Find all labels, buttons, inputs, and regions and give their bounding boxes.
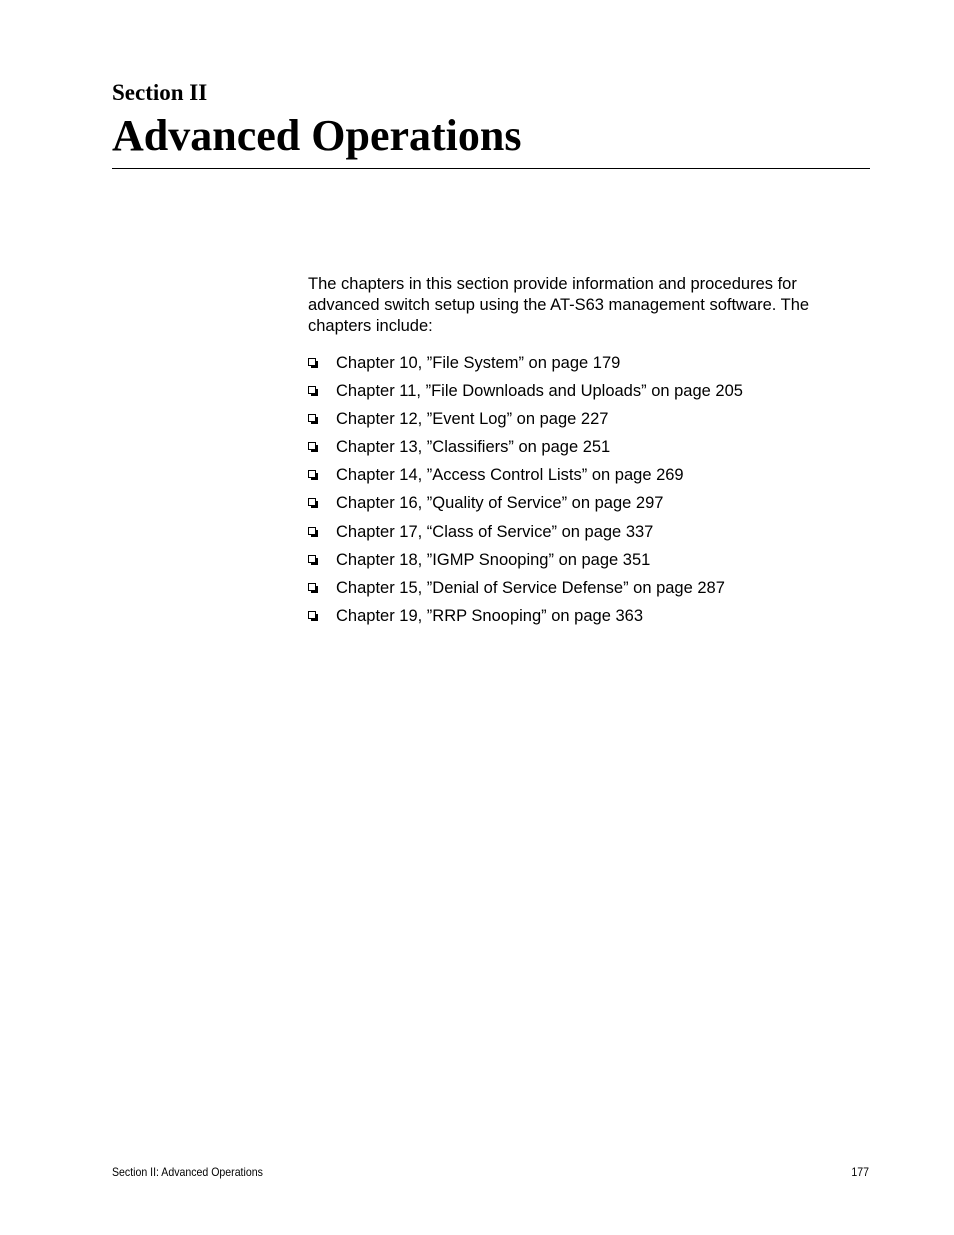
- checkbox-bullet-icon: [308, 555, 316, 563]
- checkbox-bullet-icon: [308, 527, 316, 535]
- checkbox-bullet-icon: [308, 358, 316, 366]
- chapter-link[interactable]: Chapter 17, “Class of Service” on page 337: [336, 522, 654, 541]
- checkbox-bullet-icon: [308, 386, 316, 394]
- chapter-link[interactable]: Chapter 15, ”Denial of Service Defense” on page 287: [336, 578, 725, 597]
- page-title: Advanced Operations: [112, 111, 522, 160]
- chapter-link[interactable]: Chapter 19, ”RRP Snooping” on page 363: [336, 606, 643, 625]
- checkbox-bullet-icon: [308, 414, 316, 422]
- footer-page-number: 177: [851, 1165, 869, 1179]
- chapter-link[interactable]: Chapter 16, ”Quality of Service” on page 297: [336, 494, 664, 513]
- checkbox-bullet-icon: [308, 498, 316, 506]
- chapter-link[interactable]: Chapter 13, ”Classifiers” on page 251: [336, 438, 611, 457]
- chapter-link[interactable]: Chapter 14, ”Access Control Lists” on page 269: [336, 466, 684, 485]
- checkbox-bullet-icon: [308, 583, 316, 591]
- section-label: Section II: [112, 80, 208, 105]
- title-divider: [112, 168, 870, 169]
- checkbox-bullet-icon: [308, 442, 316, 450]
- chapter-link[interactable]: Chapter 12, ”Event Log” on page 227: [336, 410, 609, 429]
- checkbox-bullet-icon: [308, 470, 316, 478]
- checkbox-bullet-icon: [308, 611, 316, 619]
- chapter-link[interactable]: Chapter 18, ”IGMP Snooping” on page 351: [336, 550, 651, 569]
- footer-section-title: Section II: Advanced Operations: [112, 1165, 263, 1179]
- chapter-link[interactable]: Chapter 10, ”File System” on page 179: [336, 354, 621, 372]
- chapter-link[interactable]: Chapter 11, ”File Downloads and Uploads” on page 205: [336, 382, 743, 401]
- intro-paragraph: The chapters in this section provide information and procedures for advanced switch setup using the AT-S63 management software. The chapters include:: [308, 275, 810, 335]
